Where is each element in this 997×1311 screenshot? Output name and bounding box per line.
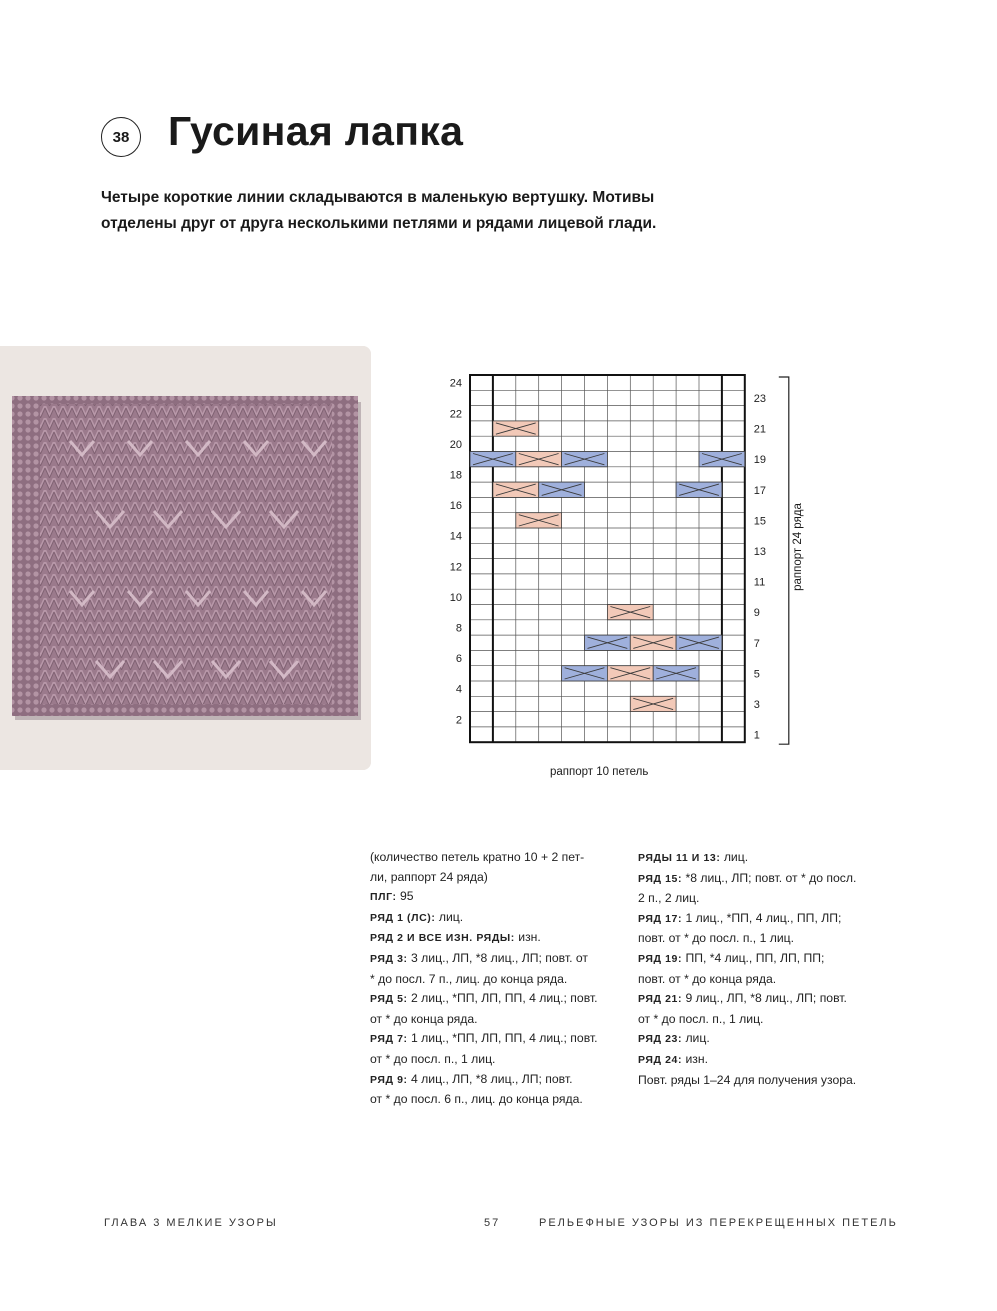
row-number-label: 19 <box>753 454 767 467</box>
instruction-line <box>370 1050 598 1070</box>
intro-text: Четыре короткие линии складываются в маленькую вертушку. Мотивы отделены друг от друга несколькими петлями и рядами лицевой глади. <box>101 189 657 232</box>
row-number-label: 21 <box>753 423 767 436</box>
row-number-label: 4 <box>455 683 462 696</box>
chart-grid <box>440 360 800 760</box>
instruction-text: 9 лиц., ЛП, *8 лиц., ЛП; повт. <box>682 991 847 1006</box>
knitting-chart <box>440 360 800 765</box>
pattern-number: 38 <box>112 128 130 146</box>
instruction-line <box>638 1010 856 1030</box>
instruction-text: * до посл. 7 п., лиц. до конца ряда. <box>370 971 568 986</box>
row-number-label: 1 <box>753 729 760 742</box>
instruction-line <box>370 970 598 990</box>
instruction-line <box>638 970 856 990</box>
instruction-text: лиц. <box>435 909 464 924</box>
row-number-label: 11 <box>753 576 766 589</box>
row-number-label: 8 <box>455 622 462 635</box>
instruction-text: изн. <box>514 930 541 945</box>
footer-page-number: 57 <box>484 1217 501 1229</box>
instruction-line <box>638 1050 856 1071</box>
instruction-key: ПЛГ: <box>370 891 397 904</box>
instruction-key: РЯД 5: <box>370 993 408 1006</box>
instruction-line <box>370 1090 598 1110</box>
instruction-key: РЯД 24: <box>638 1053 683 1066</box>
page-title: Гусиная лапка <box>168 108 464 154</box>
row-number-label: 15 <box>753 515 767 528</box>
row-number-label: 18 <box>449 469 462 482</box>
instruction-key: РЯД 17: <box>638 912 683 925</box>
row-number-label: 5 <box>753 668 760 681</box>
instruction-key: РЯД 3: <box>370 952 408 965</box>
instruction-key: РЯД 9: <box>370 1073 408 1086</box>
instruction-line <box>370 949 598 970</box>
row-number-label: 23 <box>753 392 767 405</box>
instructions-column-1 <box>370 848 598 1110</box>
instruction-text: от * до посл. п., 1 лиц. <box>638 1011 764 1026</box>
instruction-text: 2 лиц., *ПП, ЛП, ПП, 4 лиц.; повт. <box>407 991 598 1006</box>
instruction-line <box>370 1029 598 1050</box>
row-number-label: 17 <box>753 484 767 497</box>
row-number-label: 20 <box>449 438 462 451</box>
row-number-label: 22 <box>449 408 462 421</box>
instruction-text: (количество петель кратно 10 + 2 пет- <box>370 850 585 864</box>
instruction-text: ПП, *4 лиц., ПП, ЛП, ПП; <box>682 950 825 965</box>
instruction-line <box>638 1071 856 1091</box>
instruction-key: РЯД 19: <box>638 952 683 965</box>
instruction-line <box>370 989 598 1010</box>
instruction-key: РЯДЫ 11 И 13: <box>638 852 721 864</box>
instruction-text: 1 лиц., *ПП, ЛП, ПП, 4 лиц.; повт. <box>407 1031 598 1046</box>
instruction-key: РЯД 7: <box>370 1033 408 1046</box>
instruction-key: РЯД 1 (ЛС): <box>370 911 436 924</box>
instruction-text: *8 лиц., ЛП; повт. от * до посл. <box>682 870 857 885</box>
footer-chapter: ГЛАВА 3 МЕЛКИЕ УЗОРЫ <box>104 1217 278 1229</box>
stitches-repeat-label: раппорт 10 петель <box>550 766 649 778</box>
row-number-label: 7 <box>753 637 760 650</box>
row-number-label: 3 <box>753 698 760 711</box>
row-number-label: 10 <box>449 591 462 604</box>
instruction-line <box>638 869 856 890</box>
row-number-label: 6 <box>455 653 462 666</box>
instruction-line <box>638 929 856 949</box>
instruction-text: 2 п., 2 лиц. <box>638 891 700 906</box>
instruction-text: лиц. <box>682 1031 710 1046</box>
instruction-line <box>638 1029 856 1050</box>
row-number-label: 16 <box>449 500 462 513</box>
instruction-key: РЯД 2 И ВСЕ ИЗН. РЯДЫ: <box>370 932 515 945</box>
instruction-line <box>638 848 856 869</box>
instruction-text: Повт. ряды 1–24 для получения узора. <box>638 1072 857 1087</box>
rows-repeat-label: раппорт 24 ряда <box>792 503 804 591</box>
instruction-text: 3 лиц., ЛП, *8 лиц., ЛП; повт. от <box>407 950 588 965</box>
row-number-label: 24 <box>449 377 462 390</box>
pattern-number-badge <box>101 117 141 157</box>
instruction-text: ли, раппорт 24 ряда) <box>370 869 488 884</box>
instruction-key: РЯД 23: <box>638 1033 683 1046</box>
instruction-line <box>370 1010 598 1030</box>
row-number-label: 13 <box>753 545 767 558</box>
instruction-line <box>638 889 856 909</box>
instruction-line <box>370 887 598 908</box>
instruction-text: 4 лиц., ЛП, *8 лиц., ЛП; повт. <box>407 1071 573 1086</box>
instruction-line <box>370 848 598 868</box>
footer-section: РЕЛЬЕФНЫЕ УЗОРЫ ИЗ ПЕРЕКРЕЩЕННЫХ ПЕТЕЛЬ <box>539 1217 898 1229</box>
instruction-text: повт. от * до посл. п., 1 лиц. <box>638 931 795 946</box>
instruction-line <box>638 949 856 970</box>
row-number-label: 14 <box>449 530 462 543</box>
instruction-text: от * до посл. 6 п., лиц. до конца ряда. <box>370 1092 583 1107</box>
row-number-label: 12 <box>449 561 462 574</box>
instructions-column-2 <box>638 848 856 1090</box>
instruction-line <box>638 909 856 930</box>
instruction-text: 1 лиц., *ПП, 4 лиц., ПП, ЛП; <box>682 910 842 925</box>
instruction-text: 95 <box>396 889 414 904</box>
rows-repeat-bracket <box>779 377 789 744</box>
instruction-text: от * до посл. п., 1 лиц. <box>370 1051 496 1066</box>
instruction-text: от * до конца ряда. <box>370 1011 478 1026</box>
instruction-text: изн. <box>682 1051 708 1066</box>
instruction-text: лиц. <box>720 850 749 864</box>
instruction-key: РЯД 15: <box>638 872 683 885</box>
instruction-line <box>370 868 598 888</box>
swatch-photo <box>0 346 371 770</box>
instruction-text: повт. от * до конца ряда. <box>638 971 777 986</box>
instruction-line <box>370 1070 598 1091</box>
row-number-label: 2 <box>455 714 462 727</box>
instruction-line <box>638 989 856 1010</box>
instruction-line <box>370 928 598 949</box>
row-number-label: 9 <box>753 607 760 620</box>
knitted-swatch-image <box>0 346 371 770</box>
instruction-line <box>370 908 598 929</box>
instruction-key: РЯД 21: <box>638 993 683 1006</box>
